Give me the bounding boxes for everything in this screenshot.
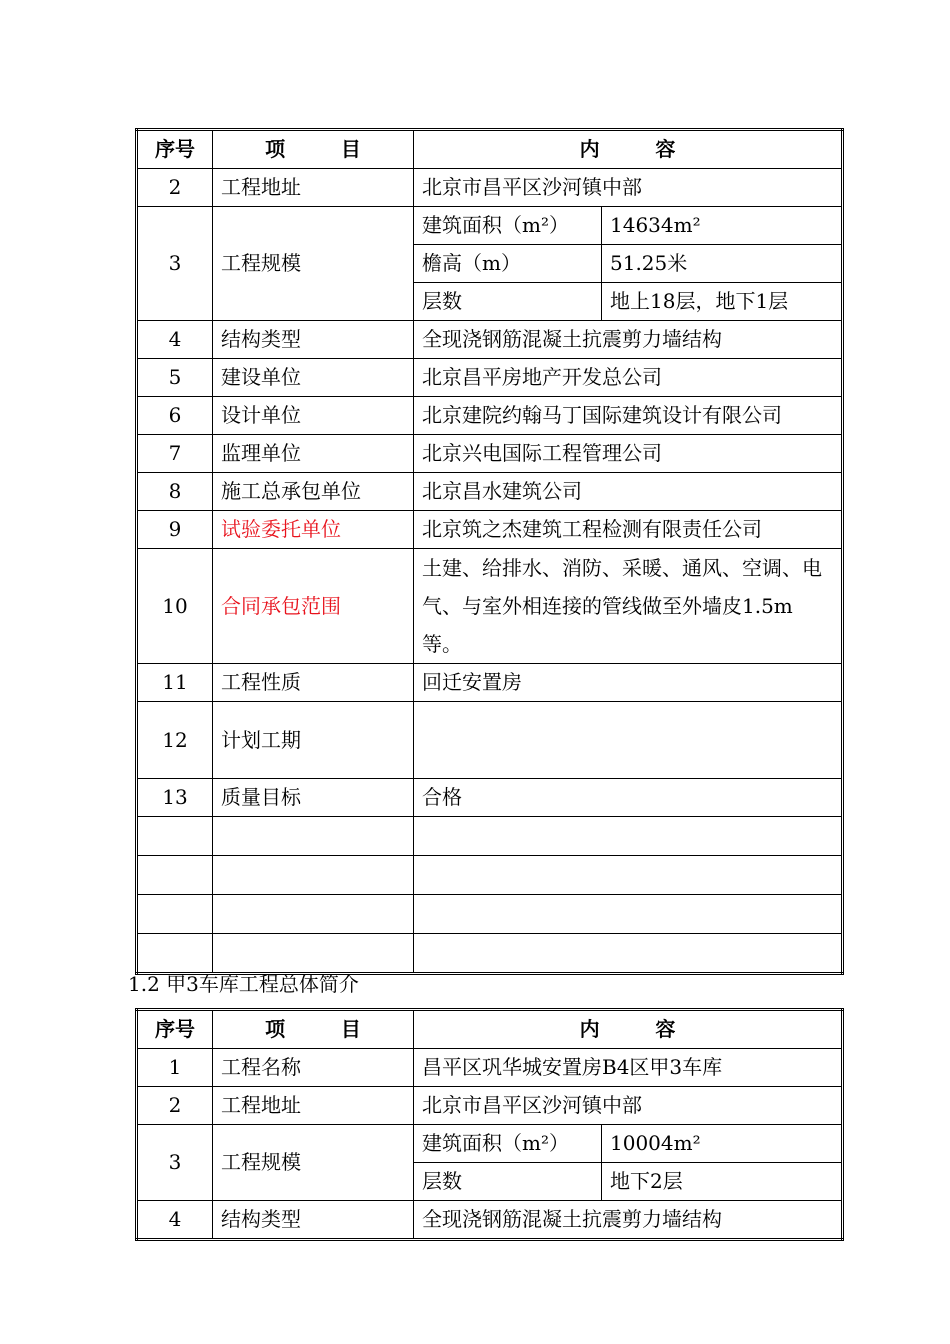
row-number: 8 — [137, 473, 213, 511]
row-number: 9 — [137, 511, 213, 549]
garage-overview-table — [135, 1008, 844, 1241]
table-row — [137, 511, 843, 549]
row-item: 质量目标 — [213, 779, 414, 817]
empty-cell — [137, 817, 213, 856]
row-content: 北京市昌平区沙河镇中部 — [414, 1087, 843, 1125]
empty-row — [137, 817, 843, 856]
sub-value: 14634m² — [602, 207, 843, 245]
sub-label: 层数 — [414, 283, 602, 321]
row-item: 工程地址 — [213, 169, 414, 207]
row-item-highlighted: 合同承包范围 — [213, 549, 414, 664]
section-caption: 1.2 甲3车库工程总体简介 — [128, 972, 359, 996]
sub-label: 檐高（m） — [414, 245, 602, 283]
row-number: 2 — [137, 1087, 213, 1125]
row-item: 设计单位 — [213, 397, 414, 435]
row-item: 工程地址 — [213, 1087, 414, 1125]
empty-cell — [414, 934, 843, 974]
empty-cell — [213, 856, 414, 895]
row-item: 工程性质 — [213, 664, 414, 702]
header-item: 项 目 — [213, 1010, 414, 1049]
row-content: 北京建院约翰马丁国际建筑设计有限公司 — [414, 397, 843, 435]
row-content: 合格 — [414, 779, 843, 817]
empty-row — [137, 895, 843, 934]
empty-cell — [213, 934, 414, 974]
table-row — [137, 359, 843, 397]
row-content: 全现浇钢筋混凝土抗震剪力墙结构 — [414, 1201, 843, 1240]
empty-cell — [414, 895, 843, 934]
row-number: 7 — [137, 435, 213, 473]
row-content: 北京筑之杰建筑工程检测有限责任公司 — [414, 511, 843, 549]
row-item: 结构类型 — [213, 321, 414, 359]
table-header-row — [137, 1010, 843, 1049]
table-row — [137, 1201, 843, 1240]
row-content: 土建、给排水、消防、采暖、通风、空调、电气、与室外相连接的管线做至外墙皮1.5m等。 — [414, 549, 843, 664]
row-content: 昌平区巩华城安置房B4区甲3车库 — [414, 1049, 843, 1087]
row-content — [414, 702, 843, 779]
sub-label: 建筑面积（m²） — [414, 207, 602, 245]
table-row — [137, 207, 843, 245]
row-item-highlighted: 试验委托单位 — [213, 511, 414, 549]
row-number: 4 — [137, 321, 213, 359]
sub-value: 地下2层 — [602, 1163, 843, 1201]
table-row — [137, 473, 843, 511]
row-item: 工程规模 — [213, 1125, 414, 1201]
empty-cell — [137, 934, 213, 974]
row-item: 建设单位 — [213, 359, 414, 397]
row-number: 4 — [137, 1201, 213, 1240]
empty-cell — [414, 856, 843, 895]
row-number: 2 — [137, 169, 213, 207]
header-content: 内 容 — [414, 130, 843, 169]
table-row — [137, 664, 843, 702]
row-number: 3 — [137, 207, 213, 321]
row-content: 回迁安置房 — [414, 664, 843, 702]
row-number: 1 — [137, 1049, 213, 1087]
table-row — [137, 1125, 843, 1163]
sub-value: 10004m² — [602, 1125, 843, 1163]
table-row — [137, 1087, 843, 1125]
table-row — [137, 321, 843, 359]
table-row — [137, 549, 843, 664]
row-content: 北京昌水建筑公司 — [414, 473, 843, 511]
row-item: 工程名称 — [213, 1049, 414, 1087]
sub-label: 层数 — [414, 1163, 602, 1201]
table-row — [137, 779, 843, 817]
table-header-row — [137, 130, 843, 169]
row-item: 工程规模 — [213, 207, 414, 321]
project-overview-table — [135, 128, 844, 975]
header-item: 项 目 — [213, 130, 414, 169]
empty-row — [137, 856, 843, 895]
empty-cell — [213, 895, 414, 934]
sub-value: 地上18层，地下1层 — [602, 283, 843, 321]
empty-cell — [137, 856, 213, 895]
header-seq: 序号 — [137, 130, 213, 169]
table-row — [137, 397, 843, 435]
row-number: 3 — [137, 1125, 213, 1201]
row-item: 监理单位 — [213, 435, 414, 473]
row-number: 5 — [137, 359, 213, 397]
table-row — [137, 169, 843, 207]
empty-cell — [213, 817, 414, 856]
sub-label: 建筑面积（m²） — [414, 1125, 602, 1163]
header-content: 内 容 — [414, 1010, 843, 1049]
row-item: 施工总承包单位 — [213, 473, 414, 511]
table-row — [137, 1049, 843, 1087]
row-item: 结构类型 — [213, 1201, 414, 1240]
empty-cell — [414, 817, 843, 856]
row-number: 12 — [137, 702, 213, 779]
sub-value: 51.25米 — [602, 245, 843, 283]
row-content: 北京昌平房地产开发总公司 — [414, 359, 843, 397]
empty-cell — [137, 895, 213, 934]
empty-row — [137, 934, 843, 974]
table-row — [137, 435, 843, 473]
row-number: 11 — [137, 664, 213, 702]
row-item: 计划工期 — [213, 702, 414, 779]
row-content: 北京兴电国际工程管理公司 — [414, 435, 843, 473]
row-content: 北京市昌平区沙河镇中部 — [414, 169, 843, 207]
header-seq: 序号 — [137, 1010, 213, 1049]
row-content: 全现浇钢筋混凝土抗震剪力墙结构 — [414, 321, 843, 359]
table-row — [137, 702, 843, 779]
row-number: 6 — [137, 397, 213, 435]
row-number: 10 — [137, 549, 213, 664]
row-number: 13 — [137, 779, 213, 817]
